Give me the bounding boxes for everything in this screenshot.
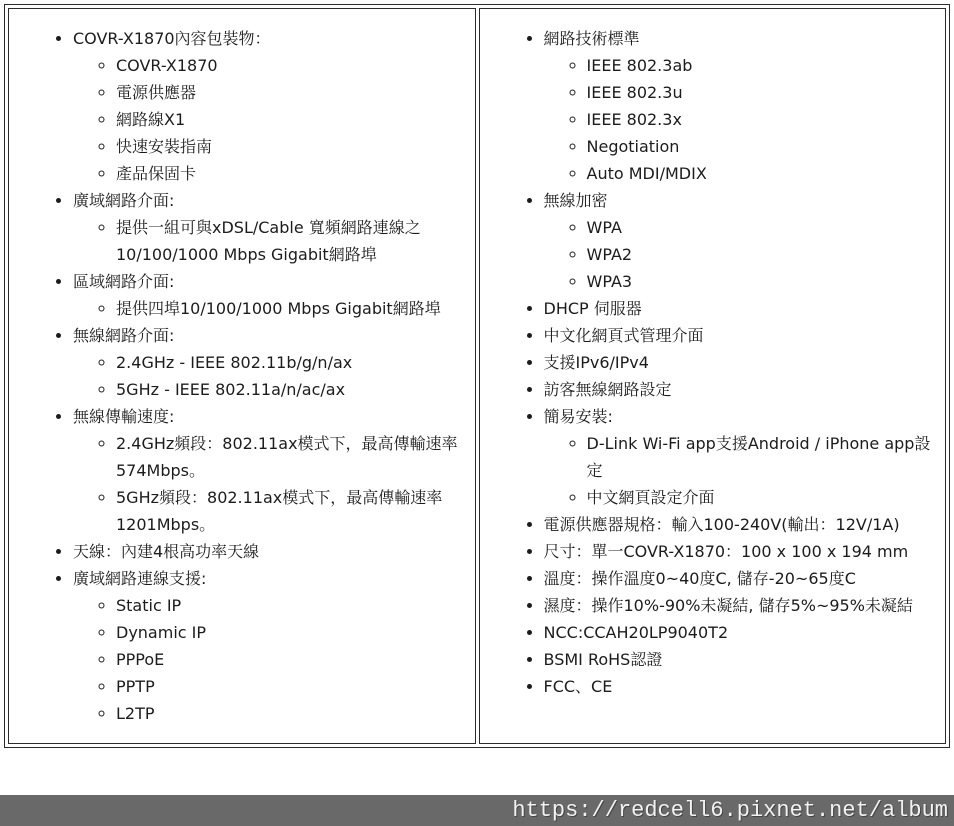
spec-item: • 區域網路介面: ◦ 提供四埠10/100/1000 Mbps Gigabit網路埠: [73, 268, 469, 322]
spec-item: • 尺寸：單一COVR-X1870：100 x 100 x 194 mm: [544, 538, 940, 565]
spec-subitem: ◦ PPPoE: [116, 646, 469, 673]
spec-subitem: ◦ WPA3: [587, 268, 940, 295]
spec-sublist: [544, 430, 940, 511]
spec-item: • 無線加密 ◦ WPA ◦ WPA2 ◦ WPA3: [544, 187, 940, 295]
spec-subitem: ◦ PPTP: [116, 673, 469, 700]
spec-item: • 濕度：操作10%-90%未凝結, 儲存5%~95%未凝結: [544, 592, 940, 619]
spec-subitem: ◦ 快速安裝指南: [116, 133, 469, 160]
spec-subitem: ◦ Static IP: [116, 592, 469, 619]
watermark-bar: [0, 795, 954, 826]
spec-subitem: ◦ 產品保固卡: [116, 160, 469, 187]
spec-sublist: [544, 52, 940, 187]
spec-subitem: ◦ 2.4GHz頻段：802.11ax模式下，最高傳輸速率574Mbps。: [116, 430, 469, 484]
spec-subitem: ◦ IEEE 802.3ab: [587, 52, 940, 79]
spec-table-row: [8, 8, 946, 744]
spec-subitem: ◦ WPA: [587, 214, 940, 241]
spec-item: • BSMI RoHS認證: [544, 646, 940, 673]
spec-item: • 廣域網路連線支援: ◦ Static IP ◦ Dynamic IP ◦ PPPoE ◦ PPTP ◦ L2TP: [73, 565, 469, 727]
spec-subitem: ◦ D-Link Wi-Fi app支援Android / iPhone app設定: [587, 430, 940, 484]
spec-subitem: ◦ L2TP: [116, 700, 469, 727]
spec-subitem: ◦ 5GHz - IEEE 802.11a/n/ac/ax: [116, 376, 469, 403]
spec-item: • 中文化網頁式管理介面: [544, 322, 940, 349]
watermark-url: https://redcell6.pixnet.net/album: [512, 798, 948, 823]
spec-item: • 溫度：操作溫度0~40度C, 儲存-20~65度C: [544, 565, 940, 592]
spec-table: [4, 4, 950, 748]
spec-sublist: [73, 214, 469, 268]
spec-sublist: [73, 52, 469, 187]
spec-item: • 支援IPv6/IPv4: [544, 349, 940, 376]
spec-item: • NCC:CCAH20LP9040T2: [544, 619, 940, 646]
spec-sublist: [73, 295, 469, 322]
spec-subitem: ◦ 網路線X1: [116, 106, 469, 133]
spec-item: • COVR-X1870內容包裝物： ◦ COVR-X1870 ◦ 電源供應器 ◦ 網路線X1 ◦ 快速安裝指南 ◦ 產品保固卡: [73, 25, 469, 187]
spec-item: • 訪客無線網路設定: [544, 376, 940, 403]
spec-item: • 天線：內建4根高功率天線: [73, 538, 469, 565]
spec-item: • 電源供應器規格：輸入100-240V(輸出：12V/1A): [544, 511, 940, 538]
spec-item: • 無線網路介面: ◦ 2.4GHz - IEEE 802.11b/g/n/ax ◦ 5GHz - IEEE 802.11a/n/ac/ax: [73, 322, 469, 403]
spec-subitem: ◦ COVR-X1870: [116, 52, 469, 79]
spec-item: • 無線傳輸速度: ◦ 2.4GHz頻段：802.11ax模式下，最高傳輸速率574Mbps。 ◦ 5GHz頻段：802.11ax模式下，最高傳輸速率1201Mbps。: [73, 403, 469, 538]
spec-item: • 廣域網路介面: ◦ 提供一組可與xDSL/Cable 寬頻網路連線之10/100/1000 Mbps Gigabit網路埠: [73, 187, 469, 268]
spec-subitem: ◦ IEEE 802.3u: [587, 79, 940, 106]
spec-subitem: ◦ Auto MDI/MDIX: [587, 160, 940, 187]
spec-column-left: [8, 8, 476, 744]
spec-subitem: ◦ IEEE 802.3x: [587, 106, 940, 133]
spec-item: • 網路技術標準 ◦ IEEE 802.3ab ◦ IEEE 802.3u ◦ IEEE 802.3x ◦ Negotiation ◦ Auto MDI/MDIX: [544, 25, 940, 187]
spec-subitem: ◦ 電源供應器: [116, 79, 469, 106]
spec-subitem: ◦ Negotiation: [587, 133, 940, 160]
spec-sublist: [73, 430, 469, 538]
spec-sublist: [73, 349, 469, 403]
spec-subitem: ◦ 提供四埠10/100/1000 Mbps Gigabit網路埠: [116, 295, 469, 322]
spec-subitem: ◦ 2.4GHz - IEEE 802.11b/g/n/ax: [116, 349, 469, 376]
spec-item: • 簡易安裝: ◦ D-Link Wi-Fi app支援Android / iPhone app設定 ◦ 中文網頁設定介面: [544, 403, 940, 511]
spec-column-right: [479, 8, 947, 744]
spec-subitem: ◦ 提供一組可與xDSL/Cable 寬頻網路連線之10/100/1000 Mbps Gigabit網路埠: [116, 214, 469, 268]
spec-item: • DHCP 伺服器: [544, 295, 940, 322]
spec-subitem: ◦ 5GHz頻段：802.11ax模式下，最高傳輸速率1201Mbps。: [116, 484, 469, 538]
spec-sublist: [544, 214, 940, 295]
spec-item: • FCC、CE: [544, 673, 940, 700]
spec-list: [486, 25, 940, 700]
spec-list: [15, 25, 469, 727]
spec-subitem: ◦ Dynamic IP: [116, 619, 469, 646]
spec-sublist: [73, 592, 469, 727]
spec-subitem: ◦ WPA2: [587, 241, 940, 268]
spec-subitem: ◦ 中文網頁設定介面: [587, 484, 940, 511]
